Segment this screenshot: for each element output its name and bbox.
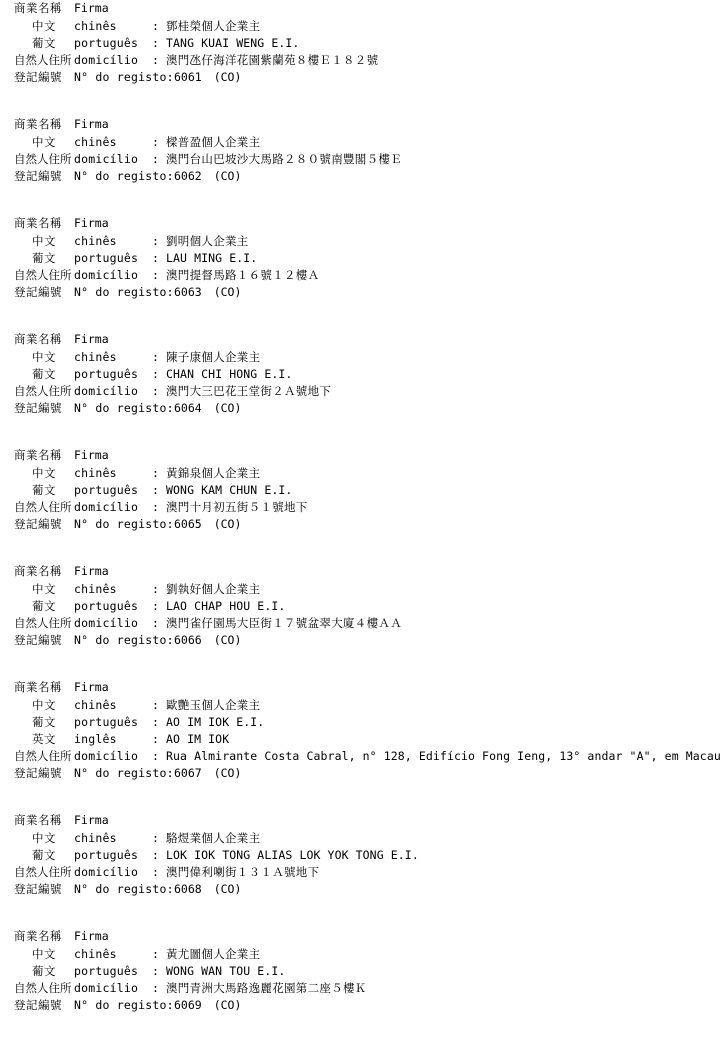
chinese-name-row <box>0 18 726 35</box>
portuguese-name-row <box>0 366 726 383</box>
chinese-label-pt: chinês <box>74 582 117 596</box>
domicile-label-cn: 自然人住所 <box>14 981 72 995</box>
chinese-name-row <box>0 233 726 250</box>
registry-entry <box>0 928 726 1014</box>
registration-code: (CO) <box>213 517 242 531</box>
portuguese-name-value: LAO CHAP HOU E.I. <box>166 599 286 613</box>
english-label-cn: 英文 <box>32 732 56 746</box>
domicile-value: 澳門台山巴坡沙大馬路２８０號南豐閣５樓Ｅ <box>166 152 402 166</box>
firm-name-row <box>0 215 726 232</box>
registration-row <box>0 516 726 533</box>
domicile-value: 澳門偉利喇街１３１Ａ號地下 <box>166 865 320 879</box>
colon-separator: : <box>152 350 160 364</box>
portuguese-label-cn: 葡文 <box>32 715 56 729</box>
colon-separator: : <box>152 947 160 961</box>
chinese-label-cn: 中文 <box>32 947 56 961</box>
domicile-row <box>0 864 726 881</box>
chinese-name-row <box>0 946 726 963</box>
firm-label-chinese: 商業名稱 <box>14 813 62 827</box>
colon-separator: : <box>152 234 160 248</box>
chinese-label-pt: chinês <box>74 135 117 149</box>
firm-name-row <box>0 116 726 133</box>
registry-entry <box>0 116 726 185</box>
firm-name-row <box>0 331 726 348</box>
portuguese-label-cn: 葡文 <box>32 964 56 978</box>
registry-entry <box>0 812 726 898</box>
domicile-label-pt: domicílio <box>74 384 139 398</box>
domicile-row <box>0 980 726 997</box>
chinese-name-value: 黃錦泉個人企業主 <box>166 466 261 480</box>
colon-separator: : <box>152 831 160 845</box>
portuguese-name-value: LOK IOK TONG ALIAS LOK YOK TONG E.I. <box>166 848 419 862</box>
domicile-label-cn: 自然人住所 <box>14 616 72 630</box>
portuguese-label-pt: português <box>74 483 139 497</box>
registration-label-pt: N° do registo: <box>74 285 174 299</box>
portuguese-name-row <box>0 963 726 980</box>
registration-row <box>0 69 726 86</box>
firm-label-chinese: 商業名稱 <box>14 564 62 578</box>
registration-label-cn: 登記編號 <box>14 882 62 896</box>
colon-separator: : <box>152 251 160 265</box>
firm-label-portuguese: Firma <box>74 448 109 462</box>
portuguese-name-value: CHAN CHI HONG E.I. <box>166 367 293 381</box>
registration-row <box>0 284 726 301</box>
firm-label-portuguese: Firma <box>74 680 109 694</box>
domicile-label-pt: domicílio <box>74 749 139 763</box>
registration-label-pt: N° do registo: <box>74 633 174 647</box>
colon-separator: : <box>152 848 160 862</box>
english-name-value: AO IM IOK <box>166 732 230 746</box>
registry-entry <box>0 447 726 533</box>
domicile-value: 澳門氹仔海洋花園紫蘭苑８樓Ｅ１８２號 <box>166 53 379 67</box>
registration-number: 6063 <box>174 285 202 299</box>
domicile-label-cn: 自然人住所 <box>14 152 72 166</box>
domicile-label-cn: 自然人住所 <box>14 53 72 67</box>
portuguese-label-pt: português <box>74 36 139 50</box>
registration-row <box>0 765 726 782</box>
chinese-label-pt: chinês <box>74 831 117 845</box>
registration-label-pt: N° do registo: <box>74 766 174 780</box>
firm-label-portuguese: Firma <box>74 813 109 827</box>
colon-separator: : <box>152 53 160 67</box>
domicile-label-pt: domicílio <box>74 981 139 995</box>
colon-separator: : <box>152 715 160 729</box>
registration-code: (CO) <box>213 633 242 647</box>
portuguese-label-cn: 葡文 <box>32 599 56 613</box>
domicile-label-cn: 自然人住所 <box>14 749 72 763</box>
chinese-label-cn: 中文 <box>32 19 56 33</box>
domicile-label-pt: domicílio <box>74 500 139 514</box>
firm-name-row <box>0 679 726 696</box>
chinese-label-pt: chinês <box>74 698 117 712</box>
registry-entry <box>0 331 726 417</box>
registration-label-cn: 登記編號 <box>14 285 62 299</box>
firm-name-row <box>0 447 726 464</box>
domicile-label-cn: 自然人住所 <box>14 268 72 282</box>
registration-row <box>0 881 726 898</box>
portuguese-label-cn: 葡文 <box>32 36 56 50</box>
portuguese-name-value: TANG KUAI WENG E.I. <box>166 36 300 50</box>
colon-separator: : <box>152 135 160 149</box>
domicile-label-pt: domicílio <box>74 268 139 282</box>
firm-label-chinese: 商業名稱 <box>14 1 62 15</box>
portuguese-name-value: AO IM IOK E.I. <box>166 715 265 729</box>
portuguese-label-cn: 葡文 <box>32 848 56 862</box>
portuguese-name-value: LAU MING E.I. <box>166 251 258 265</box>
registration-label-cn: 登記編號 <box>14 766 62 780</box>
registration-number: 6068 <box>174 882 202 896</box>
portuguese-name-row <box>0 847 726 864</box>
chinese-name-row <box>0 349 726 366</box>
domicile-value: 澳門提督馬路１６號１２樓Ａ <box>166 268 320 282</box>
colon-separator: : <box>152 19 160 33</box>
firm-label-portuguese: Firma <box>74 1 109 15</box>
chinese-name-value: 鄧桂榮個人企業主 <box>166 19 261 33</box>
chinese-label-pt: chinês <box>74 350 117 364</box>
colon-separator: : <box>152 36 160 50</box>
domicile-label-pt: domicílio <box>74 152 139 166</box>
colon-separator: : <box>152 616 160 630</box>
domicile-row <box>0 267 726 284</box>
domicile-row <box>0 151 726 168</box>
colon-separator: : <box>152 500 160 514</box>
chinese-label-pt: chinês <box>74 947 117 961</box>
registration-label-pt: N° do registo: <box>74 517 174 531</box>
domicile-label-pt: domicílio <box>74 865 139 879</box>
portuguese-label-pt: português <box>74 715 139 729</box>
colon-separator: : <box>152 268 160 282</box>
registry-entry <box>0 215 726 301</box>
domicile-label-pt: domicílio <box>74 616 139 630</box>
registration-label-cn: 登記編號 <box>14 70 62 84</box>
chinese-label-pt: chinês <box>74 19 117 33</box>
chinese-name-row <box>0 697 726 714</box>
colon-separator: : <box>152 964 160 978</box>
english-name-row <box>0 731 726 748</box>
chinese-label-pt: chinês <box>74 234 117 248</box>
chinese-label-cn: 中文 <box>32 698 56 712</box>
domicile-value: 澳門十月初五街５１號地下 <box>166 500 308 514</box>
colon-separator: : <box>152 981 160 995</box>
portuguese-label-pt: português <box>74 848 139 862</box>
chinese-label-cn: 中文 <box>32 582 56 596</box>
domicile-value: 澳門雀仔園馬大臣街１７號盆翠大廈４樓ＡＡ <box>166 616 402 630</box>
firm-label-chinese: 商業名稱 <box>14 448 62 462</box>
registration-code: (CO) <box>213 998 242 1012</box>
domicile-value: 澳門大三巴花王堂街２Ａ號地下 <box>166 384 332 398</box>
domicile-label-cn: 自然人住所 <box>14 384 72 398</box>
registration-number: 6067 <box>174 766 202 780</box>
registration-number: 6069 <box>174 998 202 1012</box>
portuguese-name-row <box>0 598 726 615</box>
portuguese-label-pt: português <box>74 251 139 265</box>
domicile-value: 澳門青洲大馬路逸麗花園第二座５樓Ｋ <box>166 981 367 995</box>
firm-label-chinese: 商業名稱 <box>14 680 62 694</box>
domicile-value: Rua Almirante Costa Cabral, n° 128, Edifício Fong Ieng, 13° andar "A", em Macau <box>166 749 721 763</box>
firm-name-row <box>0 0 726 17</box>
chinese-name-row <box>0 830 726 847</box>
colon-separator: : <box>152 466 160 480</box>
portuguese-label-pt: português <box>74 367 139 381</box>
registration-label-cn: 登記編號 <box>14 401 62 415</box>
firm-label-chinese: 商業名稱 <box>14 117 62 131</box>
portuguese-name-row <box>0 482 726 499</box>
colon-separator: : <box>152 698 160 712</box>
portuguese-label-cn: 葡文 <box>32 251 56 265</box>
domicile-label-pt: domicílio <box>74 53 139 67</box>
firm-label-portuguese: Firma <box>74 117 109 131</box>
portuguese-name-value: WONG WAN TOU E.I. <box>166 964 286 978</box>
colon-separator: : <box>152 152 160 166</box>
registration-number: 6062 <box>174 169 202 183</box>
registration-code: (CO) <box>213 70 242 84</box>
firm-label-chinese: 商業名稱 <box>14 332 62 346</box>
chinese-label-pt: chinês <box>74 466 117 480</box>
colon-separator: : <box>152 749 160 763</box>
chinese-name-value: 陳子康個人企業主 <box>166 350 261 364</box>
firm-label-chinese: 商業名稱 <box>14 216 62 230</box>
chinese-name-value: 樑普盈個人企業主 <box>166 135 261 149</box>
firm-label-chinese: 商業名稱 <box>14 929 62 943</box>
registration-code: (CO) <box>213 401 242 415</box>
english-label-pt: inglês <box>74 732 117 746</box>
domicile-row <box>0 52 726 69</box>
firm-name-row <box>0 928 726 945</box>
registry-entry <box>0 679 726 782</box>
portuguese-name-row <box>0 35 726 52</box>
firm-label-portuguese: Firma <box>74 332 109 346</box>
chinese-label-cn: 中文 <box>32 831 56 845</box>
registration-label-cn: 登記編號 <box>14 517 62 531</box>
colon-separator: : <box>152 582 160 596</box>
chinese-name-value: 駱煜業個人企業主 <box>166 831 261 845</box>
registration-label-cn: 登記編號 <box>14 633 62 647</box>
registration-label-cn: 登記編號 <box>14 998 62 1012</box>
domicile-row <box>0 499 726 516</box>
domicile-label-cn: 自然人住所 <box>14 500 72 514</box>
registration-row <box>0 400 726 417</box>
portuguese-label-cn: 葡文 <box>32 483 56 497</box>
firm-name-row <box>0 812 726 829</box>
chinese-label-cn: 中文 <box>32 135 56 149</box>
registration-number: 6064 <box>174 401 202 415</box>
registration-number: 6065 <box>174 517 202 531</box>
registration-label-pt: N° do registo: <box>74 70 174 84</box>
registration-code: (CO) <box>213 285 242 299</box>
registration-label-pt: N° do registo: <box>74 998 174 1012</box>
firm-label-portuguese: Firma <box>74 564 109 578</box>
portuguese-name-row <box>0 250 726 267</box>
domicile-row <box>0 615 726 632</box>
chinese-name-row <box>0 465 726 482</box>
chinese-name-value: 歐艷玉個人企業主 <box>166 698 261 712</box>
domicile-label-cn: 自然人住所 <box>14 865 72 879</box>
colon-separator: : <box>152 384 160 398</box>
colon-separator: : <box>152 865 160 879</box>
registry-entry <box>0 0 726 86</box>
colon-separator: : <box>152 732 160 746</box>
chinese-name-value: 劉執好個人企業主 <box>166 582 261 596</box>
chinese-label-cn: 中文 <box>32 350 56 364</box>
registry-entry <box>0 563 726 649</box>
registration-code: (CO) <box>213 169 242 183</box>
chinese-name-value: 劉明個人企業主 <box>166 234 249 248</box>
registration-label-pt: N° do registo: <box>74 401 174 415</box>
registration-label-pt: N° do registo: <box>74 882 174 896</box>
registration-number: 6066 <box>174 633 202 647</box>
registration-code: (CO) <box>213 766 242 780</box>
registration-label-cn: 登記編號 <box>14 169 62 183</box>
portuguese-name-row <box>0 714 726 731</box>
registration-row <box>0 997 726 1014</box>
chinese-label-cn: 中文 <box>32 466 56 480</box>
registration-number: 6061 <box>174 70 202 84</box>
domicile-row <box>0 748 726 765</box>
portuguese-label-pt: português <box>74 964 139 978</box>
portuguese-name-value: WONG KAM CHUN E.I. <box>166 483 293 497</box>
colon-separator: : <box>152 483 160 497</box>
firm-label-portuguese: Firma <box>74 216 109 230</box>
portuguese-label-pt: português <box>74 599 139 613</box>
firm-label-portuguese: Firma <box>74 929 109 943</box>
domicile-row <box>0 383 726 400</box>
chinese-label-cn: 中文 <box>32 234 56 248</box>
registration-label-pt: N° do registo: <box>74 169 174 183</box>
registration-code: (CO) <box>213 882 242 896</box>
registration-row <box>0 632 726 649</box>
chinese-name-row <box>0 134 726 151</box>
chinese-name-row <box>0 581 726 598</box>
chinese-name-value: 黃尤圖個人企業主 <box>166 947 261 961</box>
firm-name-row <box>0 563 726 580</box>
registration-row <box>0 168 726 185</box>
colon-separator: : <box>152 367 160 381</box>
portuguese-label-cn: 葡文 <box>32 367 56 381</box>
colon-separator: : <box>152 599 160 613</box>
